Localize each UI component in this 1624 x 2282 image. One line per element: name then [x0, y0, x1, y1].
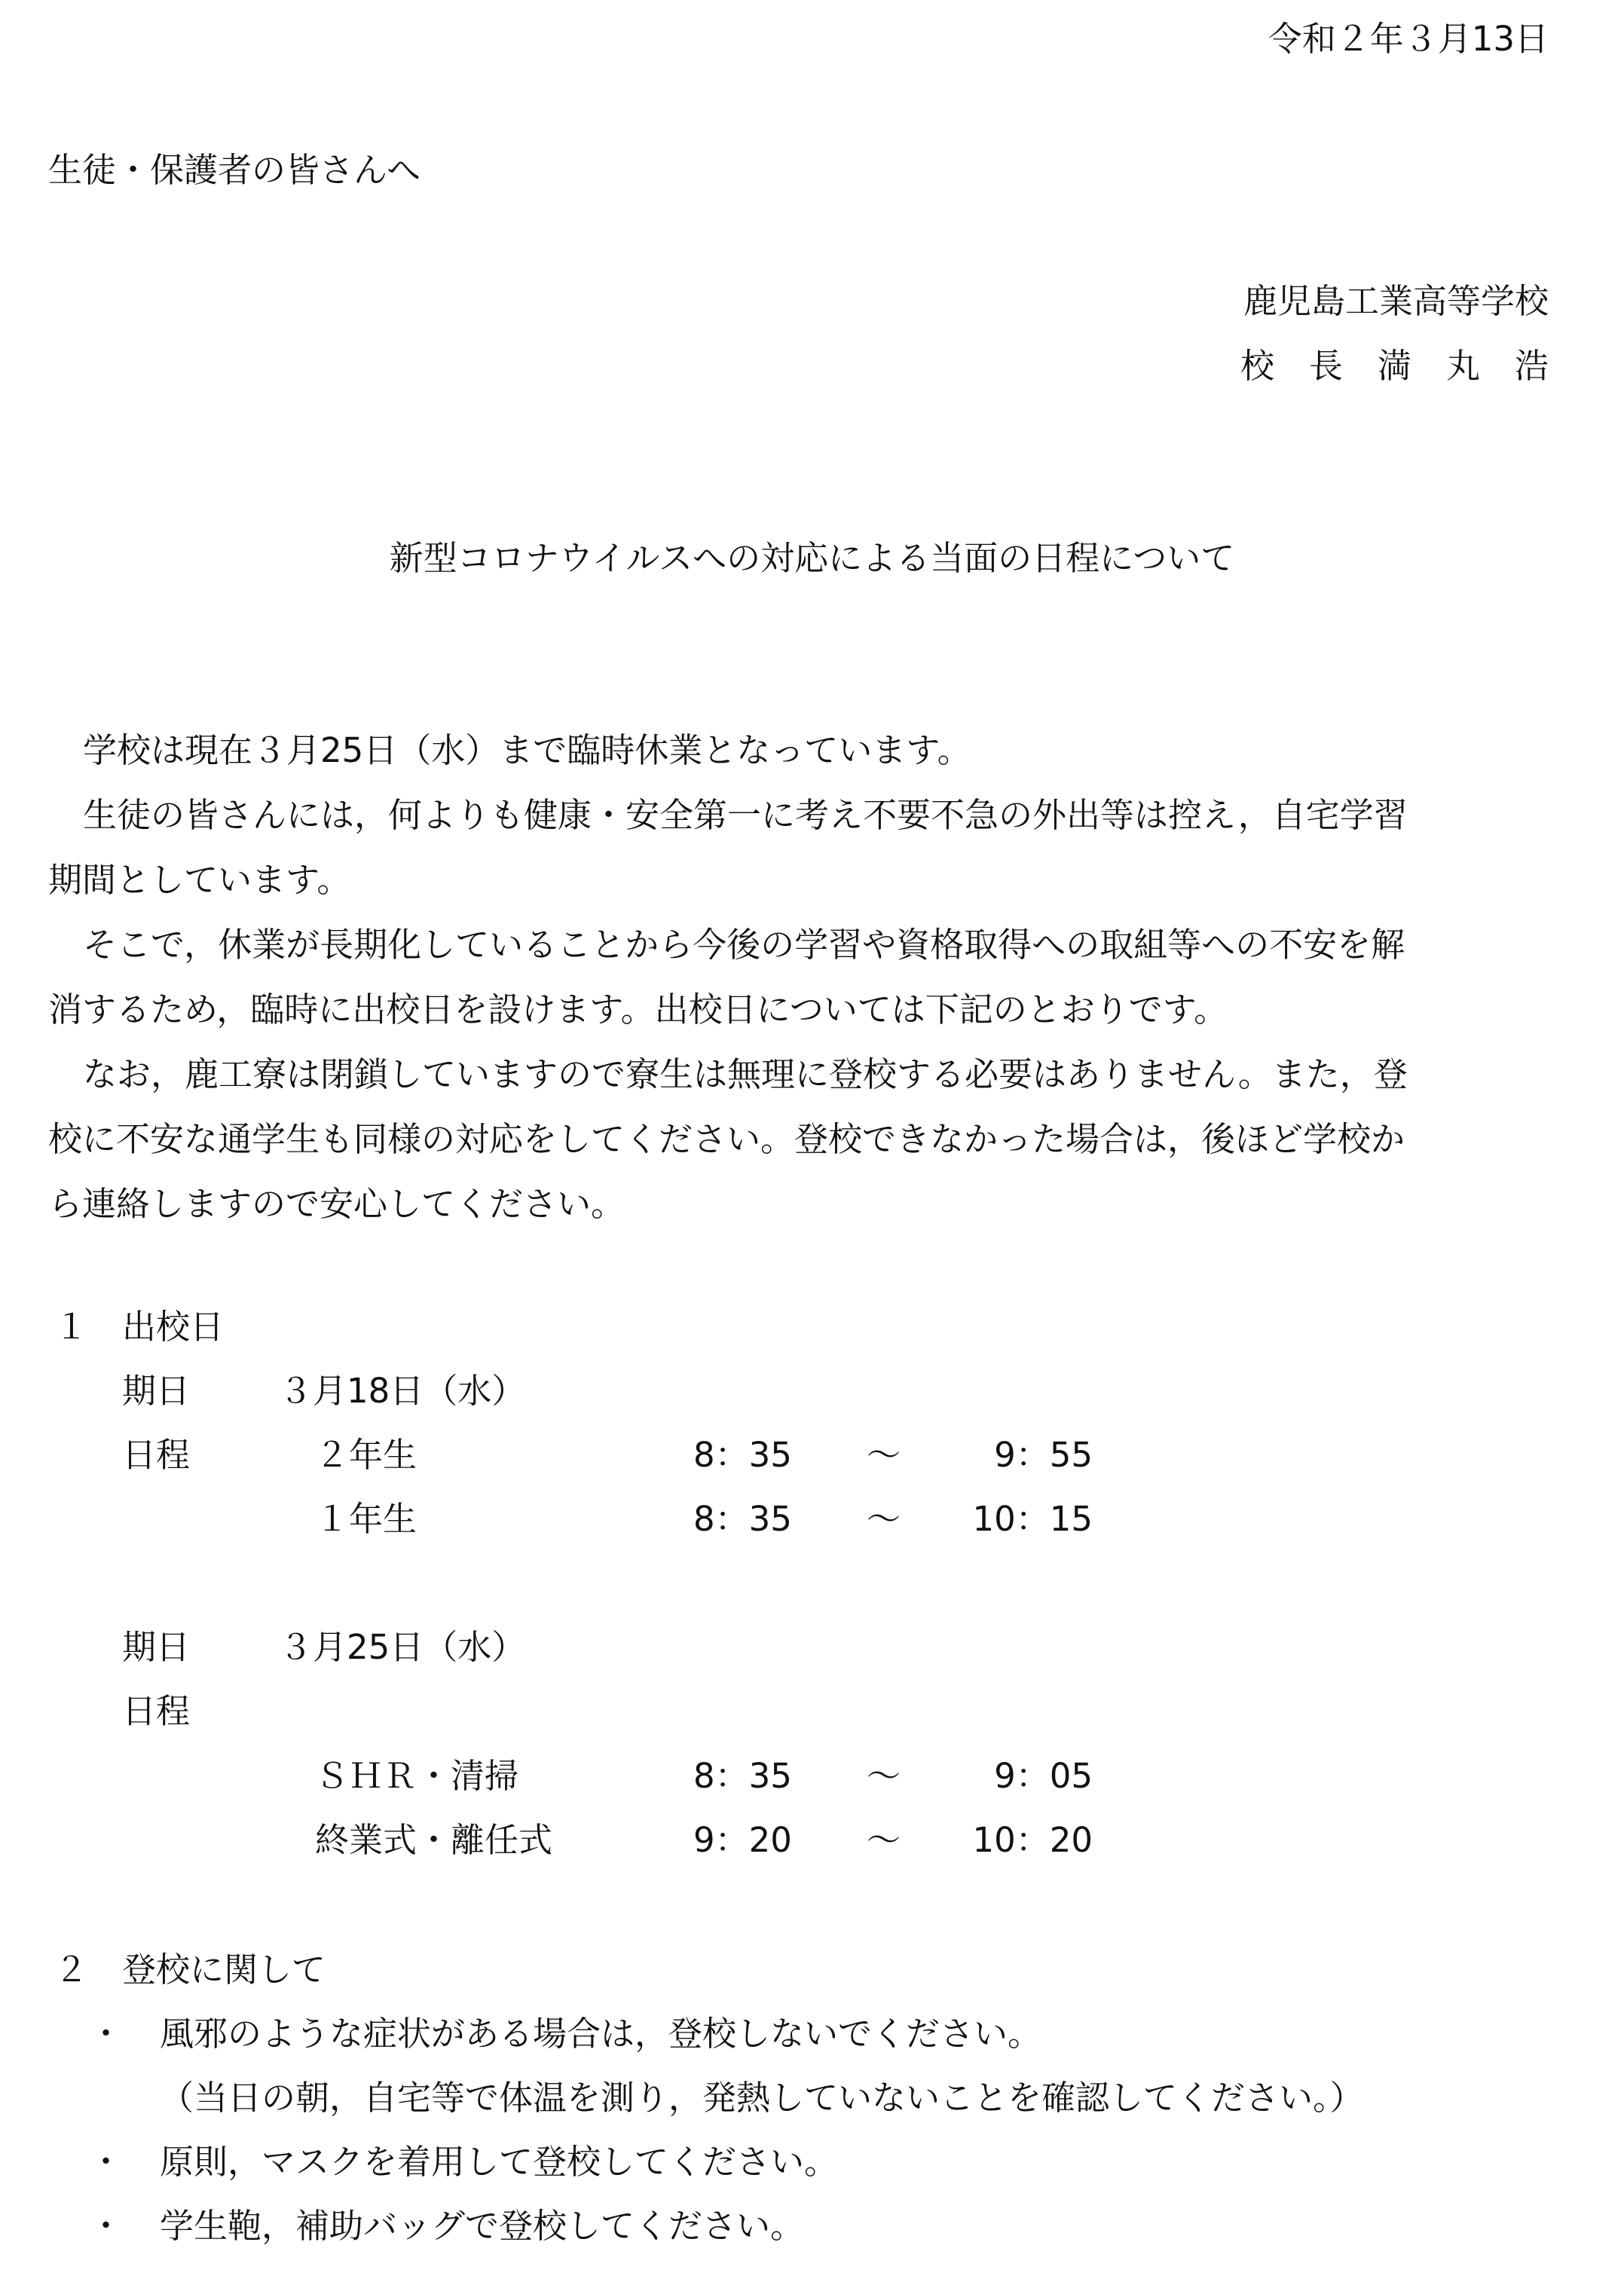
- schedule-row-start: 8：35: [693, 1499, 792, 1539]
- addressee: 生徒・保護者の皆さんへ: [48, 150, 421, 190]
- day-2-date-label: 期日: [122, 1627, 191, 1667]
- schedule-row-tilde: ～: [867, 1820, 901, 1860]
- schedule-row-start: 8：35: [693, 1756, 792, 1796]
- schedule-row-tilde: ～: [867, 1499, 901, 1539]
- day-2-date: ３月25日（水）: [279, 1627, 526, 1667]
- schedule-row-start: 9：20: [693, 1820, 792, 1860]
- paragraph-1: 学校は現在３月25日（水）まで臨時休業となっています。: [83, 730, 971, 770]
- paragraph-2-line-1: 生徒の皆さんには，何よりも健康・安全第一に考え不要不急の外出等は控え，自宅学習: [83, 795, 1408, 835]
- bullet-text: 風邪のような症状がある場合は，登校しないでください。: [160, 2014, 1042, 2054]
- document-title: 新型コロナウイルスへの対応による当面の日程について: [389, 538, 1235, 578]
- body-text: [48, 718, 1578, 1237]
- bullet-mark: ・: [89, 2206, 124, 2246]
- section-1-heading: 出校日: [122, 1307, 225, 1347]
- document-date: 令和２年３月13日: [1268, 19, 1549, 59]
- schedule-row-end: 9：05: [994, 1756, 1093, 1796]
- day-1-schedule-label: 日程: [122, 1435, 191, 1475]
- bullet-mark: ・: [89, 2142, 124, 2182]
- schedule-row-end: 10：15: [972, 1499, 1093, 1539]
- bullet-note: （当日の朝，自宅等で体温を測り，発熱していないことを確認してください。）: [160, 2078, 1364, 2118]
- schedule-row-tilde: ～: [867, 1435, 901, 1475]
- section-2-number: ２: [54, 1950, 89, 1990]
- schedule-row-end: 10：20: [972, 1820, 1093, 1860]
- bullet-text: 学生鞄，補助バッグで登校してください。: [160, 2206, 805, 2246]
- section-2-heading: 登校に関して: [122, 1950, 326, 1990]
- schedule-row-start: 8：35: [693, 1435, 792, 1475]
- paragraph-4-line-2: 校に不安な通学生も同様の対応をしてください。登校できなかった場合は，後ほど学校か: [48, 1119, 1405, 1159]
- schedule-row-name: １年生: [315, 1499, 417, 1539]
- schedule-row-end: 9：55: [994, 1435, 1093, 1475]
- paragraph-3-line-1: そこで，休業が長期化していることから今後の学習や資格取得への取組等への不安を解: [83, 925, 1405, 965]
- schedule-row-name: ２年生: [315, 1435, 417, 1475]
- paragraph-4-line-3: ら連絡しますので安心してください。: [48, 1184, 625, 1224]
- bullet-text: 原則，マスクを着用して登校してください。: [160, 2142, 839, 2182]
- section-1-number: １: [54, 1307, 89, 1347]
- principal-name: 校長満丸浩: [1240, 346, 1583, 386]
- day-2-schedule-label: 日程: [122, 1691, 191, 1731]
- paragraph-4-line-1: なお，鹿工寮は閉鎖していますので寮生は無理に登校する必要はありません。また，登: [83, 1054, 1408, 1094]
- school-name: 鹿児島工業高等学校: [1243, 281, 1549, 321]
- day-1-date-label: 期日: [122, 1371, 191, 1411]
- schedule-row-tilde: ～: [867, 1756, 901, 1796]
- paragraph-2-line-2: 期間としています。: [48, 860, 351, 900]
- schedule-row-name: 終業式・離任式: [315, 1820, 553, 1860]
- schedule-row-name: ＳＨＲ・清掃: [315, 1756, 519, 1796]
- paragraph-3-line-2: 消するため，臨時に出校日を設けます。出校日については下記のとおりです。: [48, 990, 1228, 1029]
- day-1-date: ３月18日（水）: [279, 1371, 526, 1411]
- bullet-mark: ・: [89, 2014, 124, 2054]
